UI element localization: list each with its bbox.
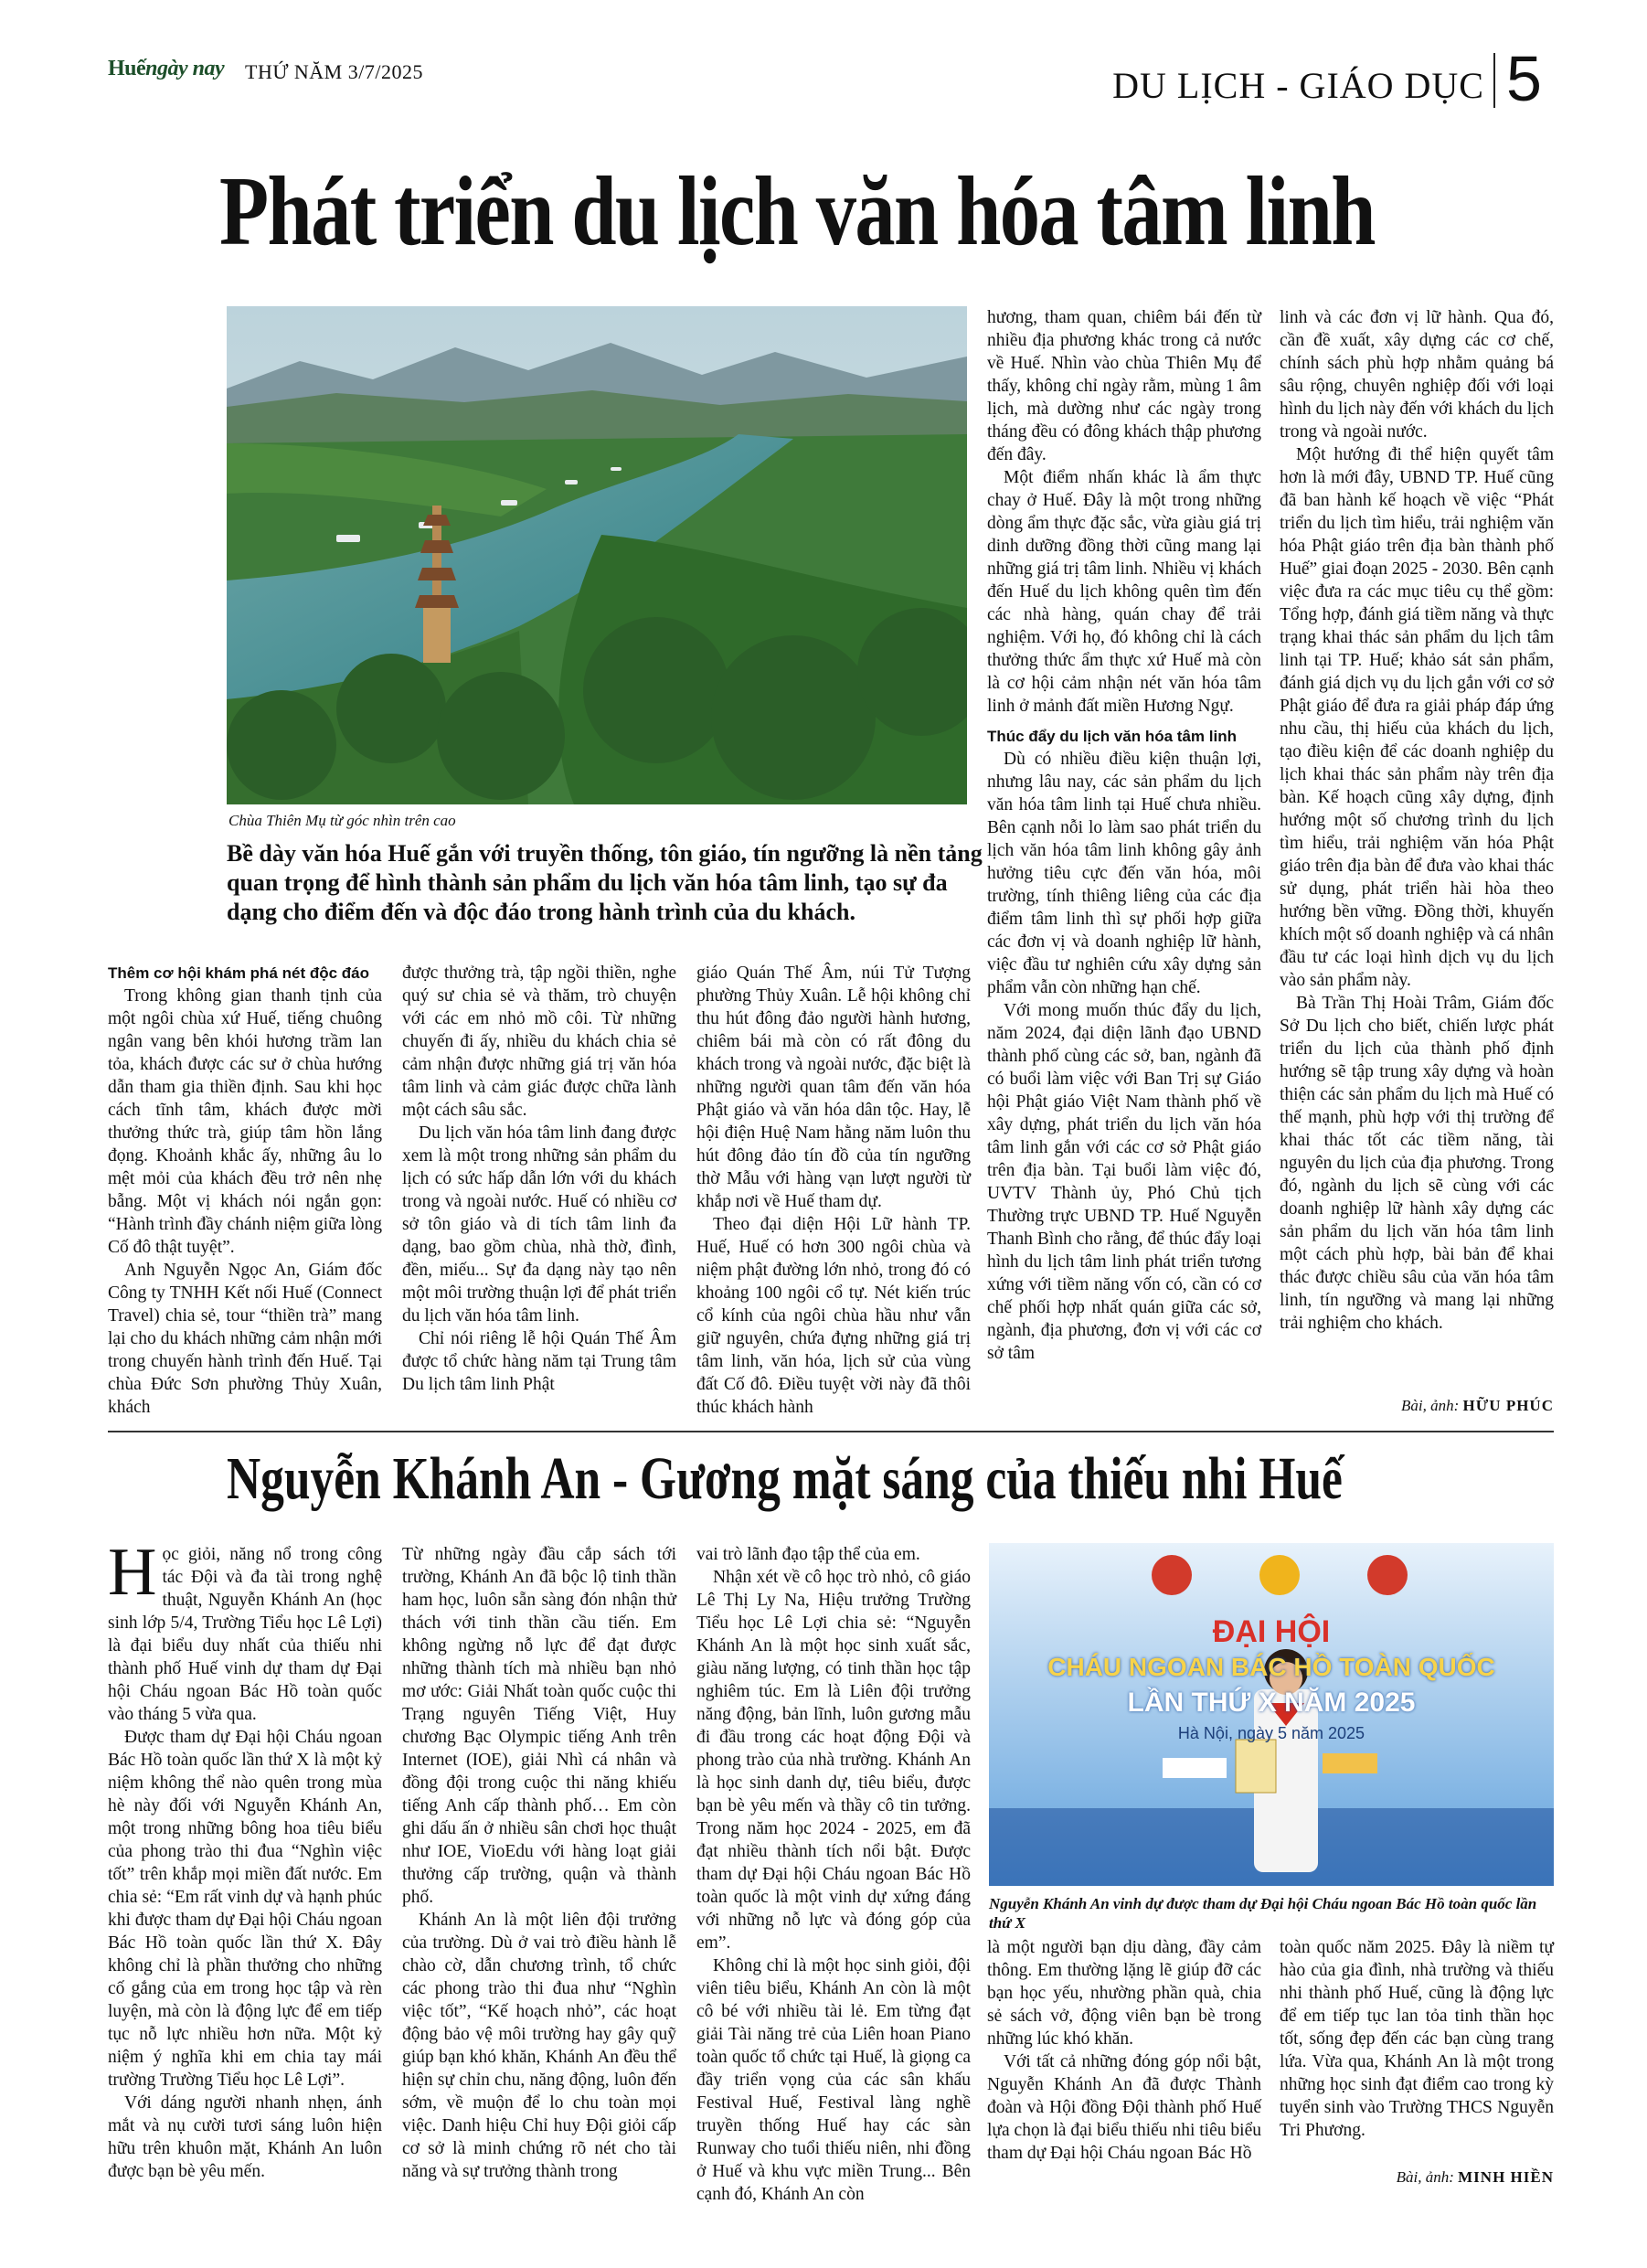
article1-title: Phát triển du lịch văn hóa tâm linh	[219, 157, 1375, 266]
issue-date: THỨ NĂM 3/7/2025	[245, 60, 423, 83]
paragraph: Anh Nguyễn Ngọc An, Giám đốc Công ty TNHH Kết nối Huế (Connect Travel) chia sẻ, tour “thiền trà” mang lại cho du khách những cảm nhận mới trong chuyến hành trình đến Huế. Tại chùa Đức Sơn phường Thủy Xuân, khách	[108, 1261, 382, 1417]
paragraph: linh và các đơn vị lữ hành. Qua đó, cần đề xuất, xây dựng các cơ chế, chính sách phù hợp nhằm quảng bá sâu rộng, chuyên nghiệp đối với loại hình du lịch này đến với khách du lịch trong và ngoài nước.	[1280, 308, 1554, 442]
paragraph: Chỉ nói riêng lễ hội Quán Thế Âm được tổ chức hàng năm tại Trung tâm Du lịch tâm linh Phật	[402, 1329, 676, 1394]
article1-col4	[987, 306, 1261, 1365]
paragraph: toàn quốc năm 2025. Đây là niềm tự hào của gia đình, nhà trường và thiếu nhi thành phố Huế, cũng là động lực để em tiếp tục lan tỏa tinh thần học tốt, sống đẹp đến các bạn cùng trang lứa. Vừa qua, Khánh An là một trong những học sinh đạt điểm cao trong kỳ tuyển sinh vào Trường THCS Nguyễn Tri Phương.	[1280, 1938, 1554, 2140]
article1-col5	[1280, 306, 1554, 1335]
paragraph: Một hướng đi thể hiện quyết tâm hơn là mới đây, UBND TP. Huế cũng đã ban hành kế hoạch về việc “Phát triển du lịch tìm hiểu, trải nghiệm văn hóa Phật giáo trên địa bàn thành phố Huế” giai đoạn 2025 - 2030. Bên cạnh việc đưa ra các mục tiêu cụ thể gồm: Tổng hợp, đánh giá tiềm năng và thực trạng khai thác sản phẩm du lịch tâm linh tại TP. Huế; khảo sát sản phẩm, đánh giá dịch vụ du lịch gắn với cơ sở Phật giáo để đưa ra giải pháp đáp ứng nhu cầu, thị hiếu của khách du lịch, tạo điều kiện để các doanh nghiệp du lịch khai thác sản phẩm này trên địa bàn. Kế hoạch cũng xây dựng, định hướng một số chương trình du lịch tìm hiểu, trải nghiệm văn hóa Phật giáo trên địa bàn để đưa vào khai thác sử dụng, phát triển hài hòa theo hướng bền vững. Đồng thời, khuyến khích một số doanh nghiệp và cá nhân đầu tư các loại hình dịch vụ du lịch vào sản phẩm này.	[1280, 445, 1555, 990]
paragraph: Khánh An là một liên đội trưởng của trường. Dù ở vai trò điều hành lễ chào cờ, dẫn chương trình, tổ chức các phong trào thi đua như “Nghìn việc tốt”, “Kế hoạch nhỏ”, các hoạt động bảo vệ môi trường hay gây quỹ giúp bạn khó khăn, Khánh An đều thể hiện sự chỉn chu, năng động, luôn đến sớm, về muộn để lo chu toàn mọi việc. Danh hiệu Chỉ huy Đội giỏi cấp cơ sở là minh chứng rõ nét cho tài năng và sự trưởng thành trong	[402, 1911, 676, 2181]
article2-credit: Bài, ảnh: MINH HIỀN	[1396, 2168, 1554, 2186]
subhead-2: Thúc đẩy du lịch văn hóa tâm linh	[987, 728, 1237, 745]
photo-caption-2: Nguyễn Khánh An vinh dự được tham dự Đại hội Cháu ngoan Bác Hồ toàn quốc lần thứ X	[989, 1895, 1537, 1932]
section-divider	[108, 1431, 1554, 1432]
paragraph: Trong không gian thanh tịnh của một ngôi chùa xứ Huế, tiếng chuông ngân vang bên khói hương trầm lan tỏa, khách được các sư ở chùa hướng dẫn tham gia thiền định. Sau khi học cách tĩnh tâm, khách được mời thưởng thức trà, giúp tâm hồn lắng đọng. Khoảnh khắc ấy, những âu lo mệt mỏi của khách đều trở nên nhẹ bẫng. Một vị khách nói ngắn gọn: “Hành trình đầy chánh niệm giữa lòng Cố đô thật tuyệt”.	[108, 986, 382, 1257]
banner-line-2: CHÁU NGOAN BÁC HỒ TOÀN QUỐC	[1047, 1653, 1495, 1681]
paragraph: Du lịch văn hóa tâm linh đang được xem là một trong những sản phẩm du lịch có sức hấp dẫn lớn với du khách trong và ngoài nước. Huế có nhiều cơ sở tôn giáo và di tích tâm linh đa dạng, bao gồm chùa, nhà thờ, đình, đền, miếu... Sự đa dạng này tạo nên một môi trường thuận lợi để phát triển du lịch văn hóa tâm linh.	[402, 1123, 676, 1326]
masthead-logo: Huếngày nay	[108, 57, 225, 80]
paragraph: Với mong muốn thúc đẩy du lịch, năm 2024, đại diện lãnh đạo UBND thành phố cùng các sở, ban, ngành đã có buổi làm việc với Ban Trị sự Giáo hội Phật giáo Việt Nam thành phố về xây dựng, phát triển du lịch văn hóa tâm linh gắn với các cơ sở Phật giáo trên địa bàn. Tại buổi làm việc đó, UVTV Thành ủy, Phó Chủ tịch Thường trực UBND TP. Huế Nguyễn Thanh Bình cho rằng, để thúc đẩy loại hình du lịch tâm linh phát triển tương xứng với tiềm năng vốn có, cần có cơ chế phối hợp nhất quán giữa các sở, ngành, địa phương, đơn vị với các cơ sở tâm	[987, 1001, 1261, 1363]
section-label: DU LỊCH - GIÁO DỤC	[1112, 65, 1484, 106]
paragraph: Không chỉ là một học sinh giỏi, đội viên tiêu biểu, Khánh An còn là một cô bé với nhiều tài lẻ. Em từng đạt giải Tài năng trẻ của Liên hoan Piano toàn quốc tổ chức tại Huế, là giọng ca đầy triển vọng của các sân khấu Festival Huế, Festival làng nghề truyền thống Huế hay các sàn Runway cho tuổi thiếu niên, nhi đồng ở Huế và khu vực miền Trung... Bên cạnh đó, Khánh An còn	[696, 1956, 971, 2204]
article2-title: Nguyễn Khánh An - Gương mặt sáng của thiếu nhi Huế	[227, 1445, 1343, 1512]
khanh-an-photo	[989, 1543, 1554, 1886]
article1-credit: Bài, ảnh: HỮU PHÚC	[1401, 1397, 1554, 1414]
paragraph: Nhận xét về cô học trò nhỏ, cô giáo Lê Thị Ly Na, Hiệu trưởng Trường Tiểu học Lê Lợi chia sẻ: “Nguyễn Khánh An là một học sinh xuất sắc, giàu năng lượng, có tinh thần học tập nghiêm túc. Em là Liên đội trưởng năng động, bản lĩnh, luôn gương mẫu đi đầu trong các hoạt động Đội và phong trào của nhà trường. Khánh An là học sinh danh dự, tiêu biểu, được bạn bè yêu mến và thầy cô tin tưởng. Trong năm học 2024 - 2025, em đã đạt nhiều thành tích nổi bật. Được tham dự Đại hội Cháu ngoan Bác Hồ toàn quốc là một vinh dự xứng đáng với những nỗ lực và đóng góp của em”.	[696, 1568, 971, 1953]
paragraph: giáo Quán Thế Âm, núi Tử Tượng phường Thủy Xuân. Lễ hội không chỉ thu hút đông đảo người hành hương, chiêm bái mà còn có rất đông du khách trong và ngoài nước, đặc biệt là những người quan tâm đến văn hóa Phật giáo và văn hóa dân tộc. Hay, lễ hội điện Huệ Nam hằng năm luôn thu hút đông đảo tín đồ của tín ngưỡng thờ Mẫu với hàng vạn lượt người từ khắp nơi về Huế tham dự.	[696, 964, 971, 1211]
paragraph: Dù có nhiều điều kiện thuận lợi, nhưng lâu nay, các sản phẩm du lịch văn hóa tâm linh tại Huế chưa nhiều. Bên cạnh nỗi lo làm sao phát triển du lịch văn hóa tâm linh không gây ảnh hưởng tiêu cực đến văn hóa, môi trường, tính thiêng liêng của các địa điểm tâm linh thì sự phối hợp giữa các đơn vị và doanh nghiệp lữ hành, việc đầu tư nghiên cứu xây dựng sản phẩm vẫn còn những hạn chế.	[987, 750, 1261, 997]
article2-col4	[987, 1936, 1261, 2165]
paragraph: vai trò lãnh đạo tập thể của em.	[696, 1545, 920, 1564]
paragraph: hương, tham quan, chiêm bái đến từ nhiều địa phương khác trong cả nước về Huế. Nhìn vào chùa Thiên Mụ để thấy, không chỉ ngày rằm, mùng 1 âm lịch, mà dường như các ngày trong tháng đều có đông khách thập phương đến đây.	[987, 308, 1261, 464]
paragraph: Một điểm nhấn khác là ẩm thực chay ở Huế. Đây là một trong những dòng ẩm thực đặc sắc, vừa giàu giá trị dinh dưỡng đồng thời cũng mang lại những giá trị tâm linh. Nhiều vị khách đến Huế du lịch không quên tìm đến các nhà hàng, quán chay để trải nghiệm. Với họ, đó không chỉ là cách thưởng thức ẩm thực xứ Huế mà còn là cơ hội cảm nhận nét văn hóa tâm linh ở mảnh đất miền Hương Ngự.	[987, 468, 1261, 716]
article2-col5	[1280, 1936, 1554, 2142]
page-number: 5	[1506, 43, 1542, 114]
header-divider	[1493, 53, 1495, 108]
article2-col3	[696, 1543, 971, 2206]
article1-col1	[108, 962, 382, 1419]
banner-line-3: LẦN THỨ X NĂM 2025	[1127, 1688, 1416, 1718]
paragraph: được thưởng trà, tập ngồi thiền, nghe quý sư chia sẻ và thăm, trò chuyện với các em nhỏ mồ côi. Từ những chuyến đi ấy, nhiều du khách chia sẻ cảm nhận được những giá trị văn hóa tâm linh và cảm giác được chữa lành một cách sâu sắc.	[402, 964, 676, 1120]
article1-col2	[402, 962, 676, 1396]
paragraph: là một người bạn dịu dàng, đầy cảm thông. Em thường lặng lẽ giúp đỡ các bạn học yếu, nhường phần quà, chia sẻ sách vở, động viên bạn bè trong những lúc khó khăn.	[987, 1938, 1261, 2049]
paragraph: Với dáng người nhanh nhẹn, ánh mắt và nụ cười tươi sáng luôn hiện hữu trên khuôn mặt, Khánh An luôn được bạn bè yêu mến.	[108, 2093, 382, 2181]
paragraph: Từ những ngày đầu cắp sách tới trường, Khánh An đã bộc lộ tinh thần ham học, luôn sẵn sàng đón nhận thử thách với tinh thần cầu tiến. Em không ngừng nỗ lực để đạt được những thành tích mà nhiều bạn nhỏ mơ ước: Giải Nhất toàn quốc cuộc thi Trạng nguyên Tiếng Việt, Huy chương Bạc Olympic tiếng Anh trên Internet (IOE), giải Nhì cá nhân và đồng đội trong cuộc thi năng khiếu tiếng Anh cấp thành phố… Em còn ghi dấu ấn ở nhiều sân chơi học thuật như IOE, VioEdu với hàng loạt giải thưởng cấp trường, quận và thành phố.	[402, 1545, 676, 1907]
paragraph: Với tất cả những đóng góp nổi bật, Nguyễn Khánh An đã được Thành đoàn và Hội đồng Đội thành phố Huế lựa chọn là đại biểu thiếu nhi tiêu biểu tham dự Đại hội Cháu ngoan Bác Hồ	[987, 2052, 1261, 2163]
thien-mu-photo	[227, 306, 967, 804]
banner-title: ĐẠI HỘI	[1212, 1614, 1331, 1649]
article2-col2	[402, 1543, 676, 2183]
subhead-1: Thêm cơ hội khám phá nét độc đáo	[108, 964, 370, 982]
paragraph: Được tham dự Đại hội Cháu ngoan Bác Hồ toàn quốc lần thứ X là một kỷ niệm không thể nào quên trong mùa hè này đối với Nguyễn Khánh An, một trong những bông hoa tiêu biểu của phong trào thi đua “Nghìn việc tốt” trên khắp mọi miền đất nước. Em chia sẻ: “Em rất vinh dự và hạnh phúc khi được tham dự Đại hội Cháu ngoan Bác Hồ toàn quốc lần thứ X. Đây không chỉ là phần thưởng cho những cố gắng của em trong học tập và rèn luyện, mà còn là động lực để em tiếp tục nỗ lực nhiều hơn nữa. Một kỷ niệm ý nghĩa khi em chia tay mái trường Trường Tiểu học Lê Lợi”.	[108, 1728, 382, 2090]
article1-col3	[696, 962, 971, 1419]
paragraph: Bà Trần Thị Hoài Trâm, Giám đốc Sở Du lịch cho biết, chiến lược phát triển du lịch của thành phố định hướng sẽ tập trung xây dựng và hoàn thiện các sản phẩm du lịch mà Huế có thế mạnh, phù hợp với thị trường để khai thác tốt các tiềm năng, tài nguyên du lịch của địa phương. Trong đó, ngành du lịch sẽ cùng với các doanh nghiệp lữ hành xây dựng các sản phẩm du lịch văn hóa tâm linh một cách phù hợp, bài bản để khai thác được chiều sâu của văn hóa tâm linh, tín ngưỡng và mang lại những trải nghiệm cho khách.	[1280, 994, 1554, 1333]
photo-caption-1: Chùa Thiên Mụ từ góc nhìn trên cao	[228, 812, 456, 829]
paragraph: Theo đại diện Hội Lữ hành TP. Huế, Huế có hơn 300 ngôi chùa và niệm phật đường lớn nhỏ, trong đó có khoảng 100 ngôi cổ tự. Nét kiến trúc cổ kính của ngôi chùa hầu như vẫn giữ nguyên, chứa đựng những giá trị tâm linh, văn hóa, lịch sử của vùng đất Cố đô. Điều tuyệt vời này đã thôi thúc khách hành	[696, 1215, 971, 1417]
article1-lead: Bề dày văn hóa Huế gắn với truyền thống, tôn giáo, tín ngưỡng là nền tảng quan trọng để hình thành sản phẩm du lịch văn hóa tâm linh, tạo sự đa dạng cho điểm đến và độc đáo trong hành trình của du khách.	[227, 840, 983, 925]
article2-col1: Học giỏi, năng nổ trong công tác Đội và đa tài trong nghệ thuật, Nguyễn Khánh An (học sinh lớp 5/4, Trường Tiểu học Lê Lợi) là đại biểu duy nhất của thiếu nhi thành phố Huế vinh dự tham dự Đại hội Cháu ngoan Bác Hồ toàn quốc vào tháng 5 vừa qua. Được tham dự Đại hội Cháu ngoan Bác Hồ toàn quốc lần thứ X là một kỷ niệm không thể nào quên trong mùa hè này đối với Nguyễn Khánh An, một trong những bông hoa tiêu biểu của phong trào thi đua “Nghìn việc tốt” trên khắp mọi miền đất nước. Em chia sẻ: “Em rất vinh dự và hạnh phúc khi được tham dự Đại hội Cháu ngoan Bác Hồ toàn quốc lần thứ X. Đây không chỉ là phần thưởng cho những cố gắng của em trong học tập và rèn luyện, mà còn là động lực để em tiếp tục nỗ lực nhiều hơn nữa. Một kỷ niệm ý nghĩa khi em chia tay mái trường Trường Tiểu học Lê Lợi”. Với dáng người nhanh nhẹn, ánh mắt và nụ cười tươi sáng luôn hiện hữu trên khuôn mặt, Khánh An luôn được bạn bè yêu mến.	[108, 1535, 382, 2181]
drop-cap: H	[108, 1535, 157, 1610]
banner-line-4: Hà Nội, ngày 5 năm 2025	[1177, 1724, 1365, 1742]
